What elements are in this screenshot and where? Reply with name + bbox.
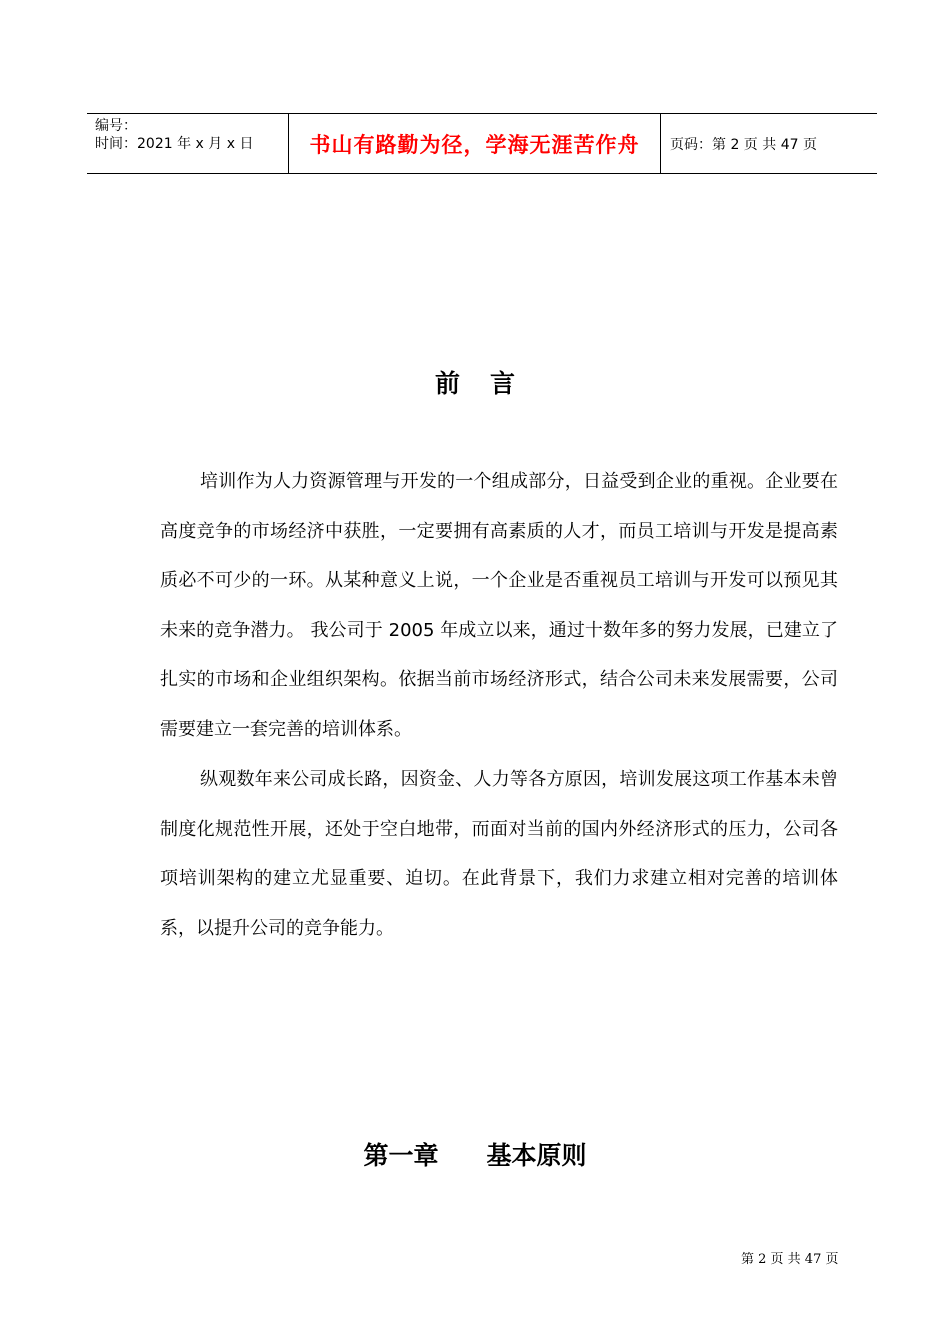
chapter-title: 基本原则 bbox=[486, 1141, 587, 1170]
page-footer: 第 2 页 共 47 页 bbox=[741, 1252, 839, 1267]
preface-title: 前言 bbox=[434, 369, 545, 398]
chapter-heading bbox=[0, 1136, 950, 1172]
preface-paragraph-2: 纵观数年来公司成长路，因资金、人力等各方原因，培训发展这项工作基本未曾制度化规范性开展，还处于空白地带，而面对当前的国内外经济形式的压力，公司各项培训架构的建立尤显重要、迫切。在此背景下，我们力求建立相对完善的培训体系，以提升公司的竞争能力。 bbox=[160, 769, 838, 939]
chapter-number: 第一章 bbox=[363, 1141, 439, 1170]
header-page-number: 页码：第 2 页 共 47 页 bbox=[670, 136, 817, 153]
header-motto: 书山有路勤为径，学海无涯苦作舟 bbox=[288, 114, 661, 173]
serial-number-label: 编号： bbox=[95, 118, 137, 134]
header-meta bbox=[87, 114, 288, 173]
date-label: 时间：2021 年 x 月 x 日 bbox=[95, 136, 254, 152]
page-header bbox=[87, 113, 877, 174]
preface-paragraph-1: 培训作为人力资源管理与开发的一个组成部分，日益受到企业的重视。企业要在高度竞争的市场经济中获胜，一定要拥有高素质的人才，而员工培训与开发是提高素质必不可少的一环。从某种意义上说，一个企业是否重视员工培训与开发可以预见其未来的竞争潜力。 我公司于 2005 年成立以来，通过十数年多的努力发展，已建立了扎实的市场和企业组织架构。依据当前市场经济形式，结合公司未来发展需要，公司需要建立一套完善的培训体系。 bbox=[160, 471, 838, 740]
